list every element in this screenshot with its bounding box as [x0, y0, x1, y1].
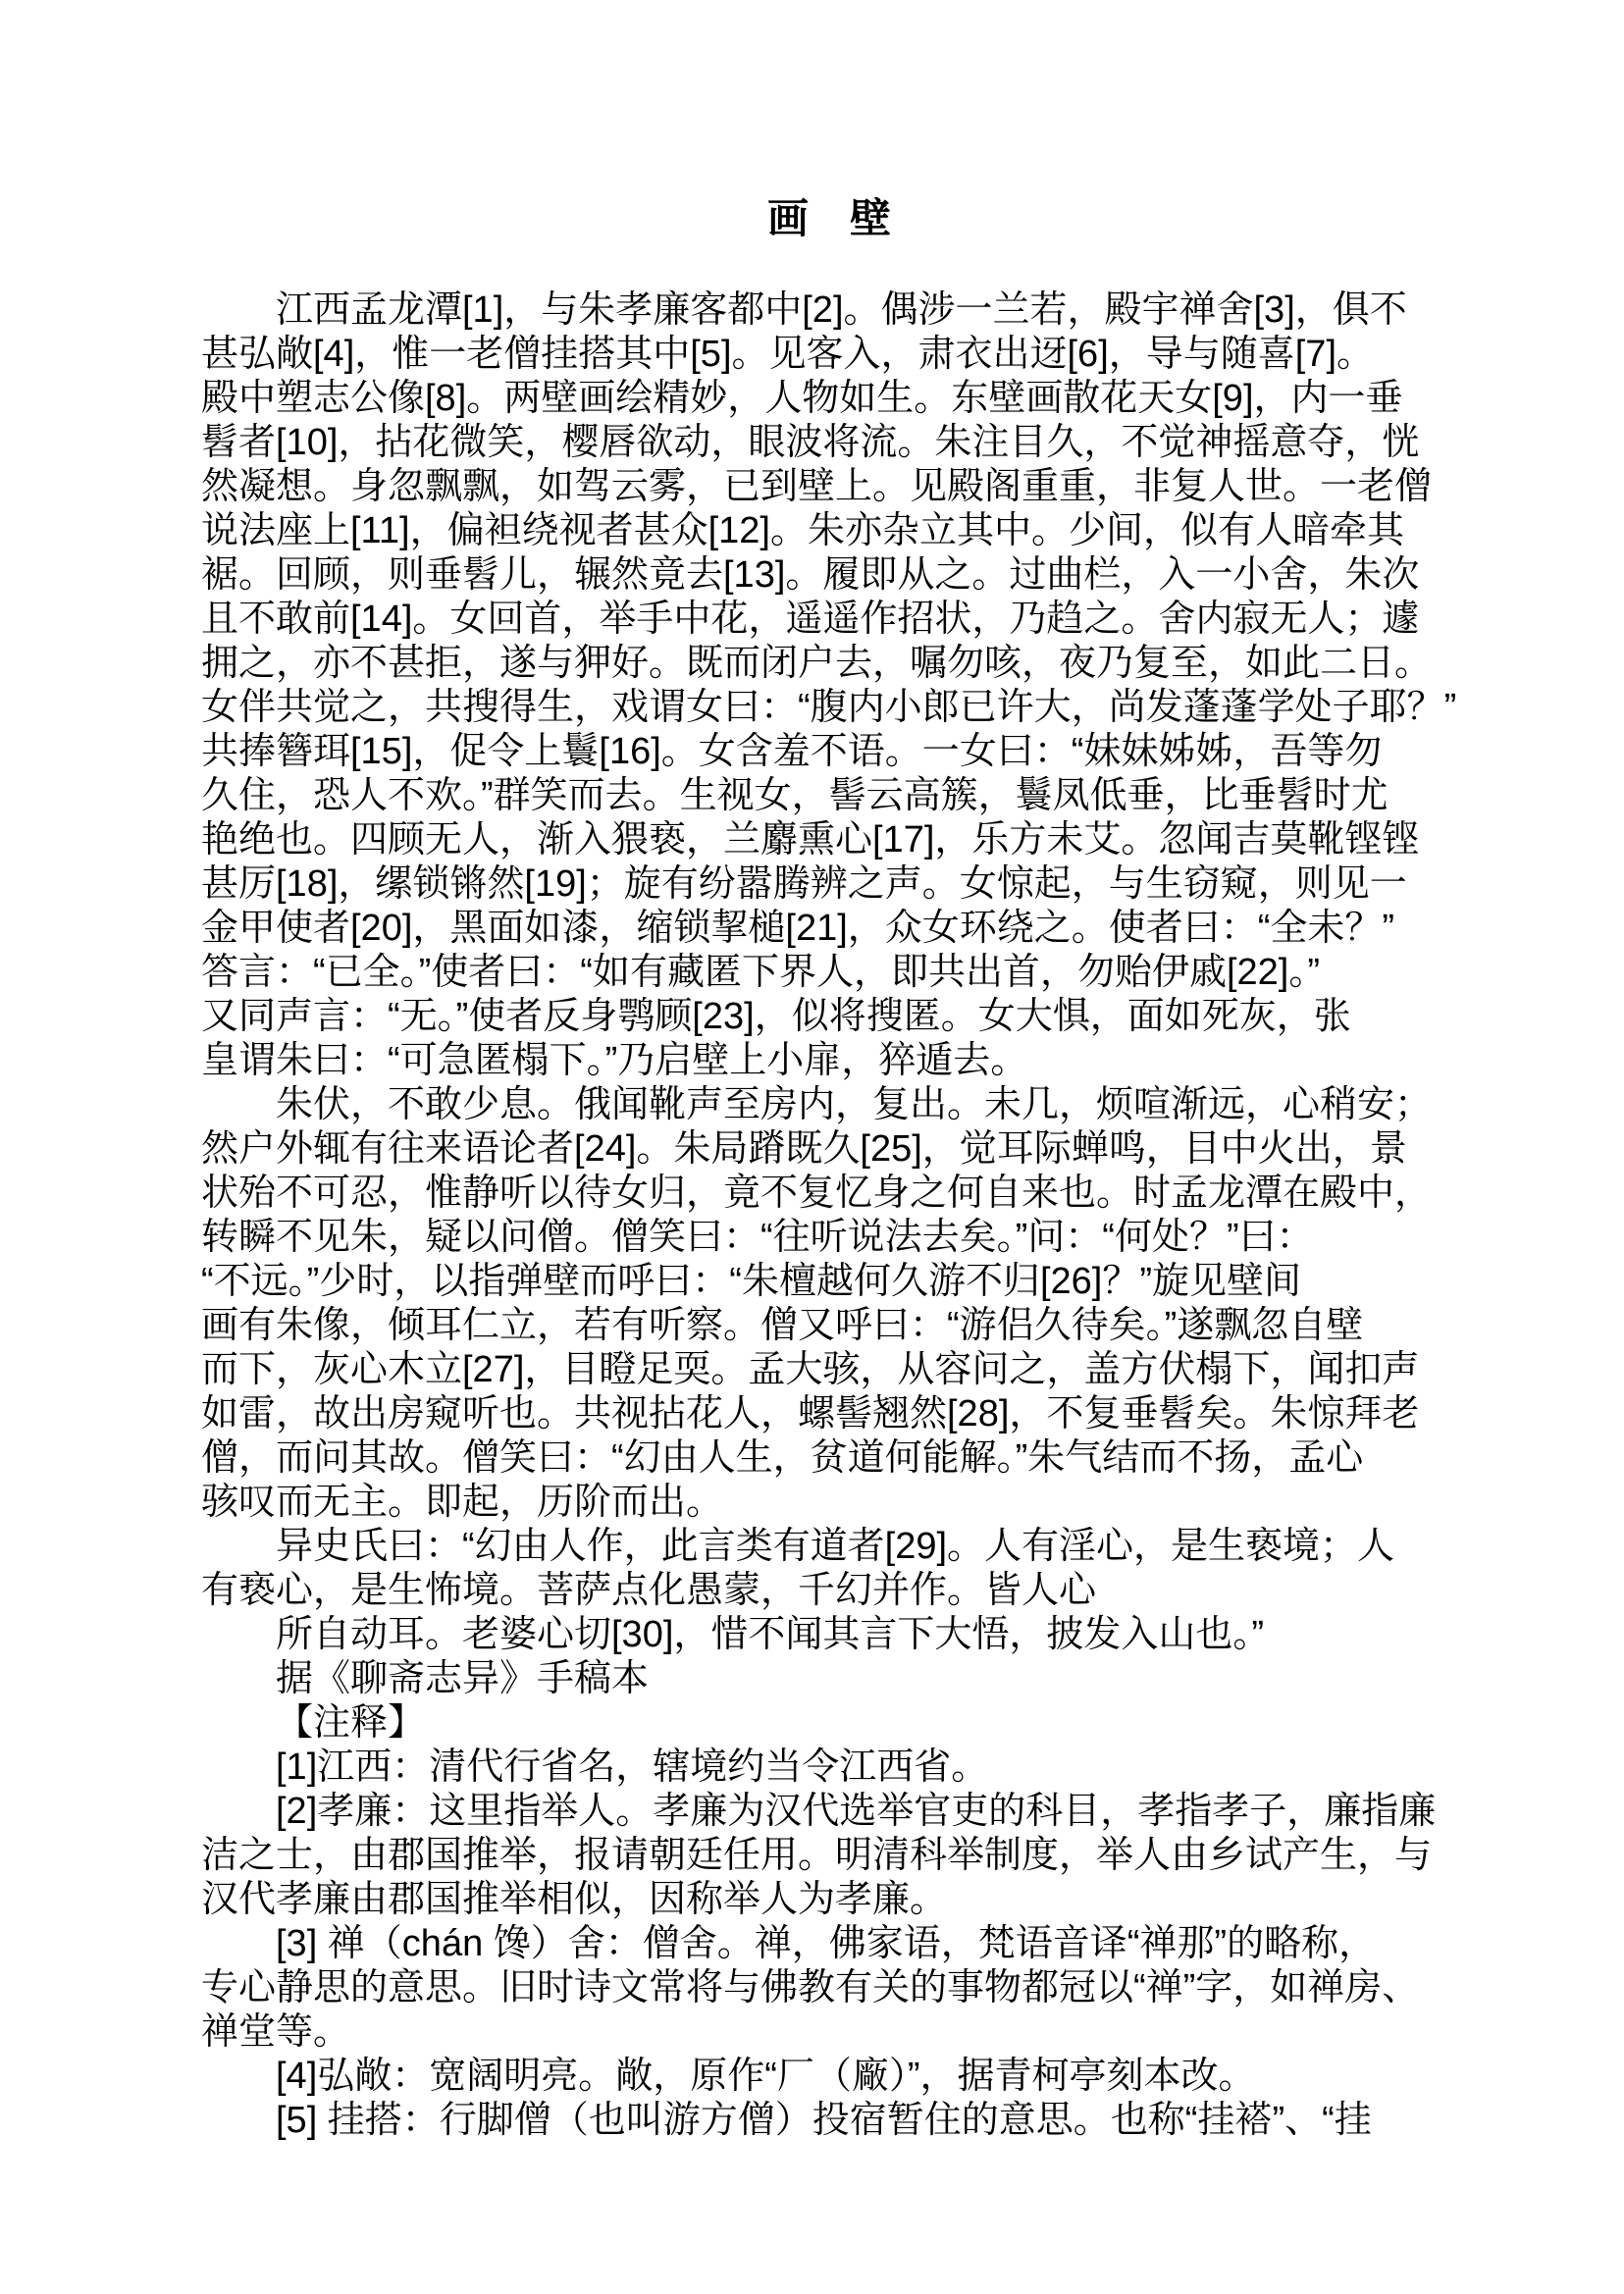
text-line: 状殆不可忍，惟静听以待女归，竟不复忆身之何自来也。时孟龙潭在殿中， — [201, 1173, 1433, 1214]
text-line: 殿中塑志公像[8]。两壁画绘精妙，人物如生。东壁画散花天女[9]，内一垂 — [201, 378, 1403, 419]
text-line: [5] 挂搭：行脚僧（也叫游方僧）投宿暂住的意思。也称“挂褡”、“挂 — [276, 2100, 1372, 2141]
text-line: 说法座上[11]，偏袒绕视者甚众[12]。朱亦杂立其中。少间，似有人暗牵其 — [201, 510, 1404, 551]
text-line: 且不敢前[14]。女回首，举手中花，遥遥作招状，乃趋之。舍内寂无人；遽 — [201, 599, 1420, 640]
text-line: 答言：“已全。”使者曰：“如有藏匿下界人，即共出首，勿贻伊戚[22]。” — [201, 952, 1321, 993]
text-line: 有亵心，是生怖境。菩萨点化愚蒙，千幻并作。皆人心 — [201, 1570, 1097, 1611]
text-line: 然凝想。身忽飘飘，如驾云雾，已到壁上。见殿阁重重，非复人世。一老僧 — [201, 466, 1433, 507]
text-line: 髫者[10]，拈花微笑，樱唇欲动，眼波将流。朱注目久，不觉神摇意夺，恍 — [201, 422, 1420, 463]
text-line: 皇谓朱曰：“可急匿榻下。”乃启壁上小扉，猝遁去。 — [201, 1040, 1028, 1081]
text-line: 汉代孝廉由郡国推举相似，因称举人为孝廉。 — [201, 1879, 948, 1920]
text-line: 据《聊斋志异》手稿本 — [276, 1658, 650, 1699]
text-line: 共捧簪珥[15]，促令上鬟[16]。女含羞不语。一女曰：“妹妹姊姊，吾等勿 — [201, 731, 1383, 772]
text-line: 女伴共觉之，共搜得生，戏谓女曰：“腹内小郎已许大，尚发蓬蓬学处子耶？” — [201, 687, 1457, 728]
document-body — [201, 288, 1457, 2143]
text-line: 而下，灰心木立[27]，目瞪足耎。孟大骇，从容问之，盖方伏榻下，闻扣声 — [201, 1349, 1420, 1390]
text-line: 又同声言：“无。”使者反身鹗顾[23]，似将搜匿。女大惧，面如死灰，张 — [201, 996, 1351, 1037]
text-line: [3] 禅（chán 馋）舍：僧舍。禅，佛家语，梵语音译“禅那”的略称， — [276, 1923, 1377, 1964]
document-title: 画 壁 — [766, 195, 891, 241]
text-line: 然户外辄有往来语论者[24]。朱局蹐既久[25]，觉耳际蝉鸣，目中火出，景 — [201, 1128, 1407, 1170]
text-line: 甚厉[18]，缧锁锵然[19]；旋有纷嚣腾辨之声。女惊起，与生窃窥，则见一 — [201, 863, 1407, 905]
text-line: 【注释】 — [276, 1702, 426, 1744]
text-line: 专心静思的意思。旧时诗文常将与佛教有关的事物都冠以“禅”字，如禅房、 — [201, 1967, 1420, 2008]
text-line: [2]孝廉：这里指举人。孝廉为汉代选举官吏的科目，孝指孝子，廉指廉 — [276, 1791, 1437, 1832]
text-line: 异史氏曰：“幻由人作，此言类有道者[29]。人有淫心，是生亵境；人 — [276, 1526, 1395, 1567]
text-line: [4]弘敞：宽阔明亮。敞，原作“厂（廠）”，据青柯亭刻本改。 — [276, 2056, 1256, 2097]
text-line: 朱伏，不敢少息。俄闻靴声至房内，复出。未几，烦喧渐远，心稍安； — [276, 1084, 1433, 1125]
text-line: 拥之，亦不甚拒，遂与狎好。既而闭户去，嘱勿咳，夜乃复至，如此二日。 — [201, 643, 1433, 684]
text-line: 画有朱像，倾耳仁立，若有听察。僧又呼曰：“游侣久待矣。”遂飘忽自壁 — [201, 1305, 1364, 1346]
text-line: 裾。回顾，则垂髫儿，辗然竟去[13]。履即从之。过曲栏，入一小舍，朱次 — [201, 554, 1420, 596]
text-line: 艳绝也。四顾无人，渐入猥亵，兰麝熏心[17]，乐方未艾。忽闻吉莫靴铿铿 — [201, 819, 1420, 860]
text-line: 久住，恐人不欢。”群笑而去。生视女，髻云高簇，鬟凤低垂，比垂髫时尤 — [201, 775, 1388, 816]
text-line: “不远。”少时，以指弹壁而呼曰：“朱檀越何久游不归[26]？”旋见壁间 — [201, 1261, 1302, 1302]
text-line: 僧，而问其故。僧笑曰：“幻由人生，贫道何能解。”朱气结而不扬，孟心 — [201, 1437, 1364, 1479]
text-line: 甚弘敞[4]，惟一老僧挂搭其中[5]。见客入，肃衣出迓[6]，导与随喜[7]。 — [201, 334, 1374, 375]
text-line: 所自动耳。老婆心切[30]，惜不闻其言下大悟，披发入山也。” — [276, 1614, 1265, 1655]
text-line: 金甲使者[20]，黑面如漆，缩锁挈槌[21]，众女环绕之。使者曰：“全未？” — [201, 908, 1395, 949]
text-line: 洁之士，由郡国推举，报请朝廷任用。明清科举制度，举人由乡试产生，与 — [201, 1835, 1433, 1876]
text-line: 江西孟龙潭[1]，与朱孝廉客都中[2]。偶涉一兰若，殿宇禅舍[3]，俱不 — [276, 289, 1407, 331]
text-line: 转瞬不见朱，疑以问僧。僧笑曰：“往听说法去矣。”问：“何处？”曰： — [201, 1217, 1314, 1258]
text-line: 骇叹而无主。即起，历阶而出。 — [201, 1482, 724, 1523]
text-line: 如雷，故出房窥听也。共视拈花人，螺髻翘然[28]，不复垂髫矣。朱惊拜老 — [201, 1393, 1420, 1434]
text-line: 禅堂等。 — [201, 2011, 351, 2053]
text-line: [1]江西：清代行省名，辖境约当令江西省。 — [276, 1747, 989, 1788]
